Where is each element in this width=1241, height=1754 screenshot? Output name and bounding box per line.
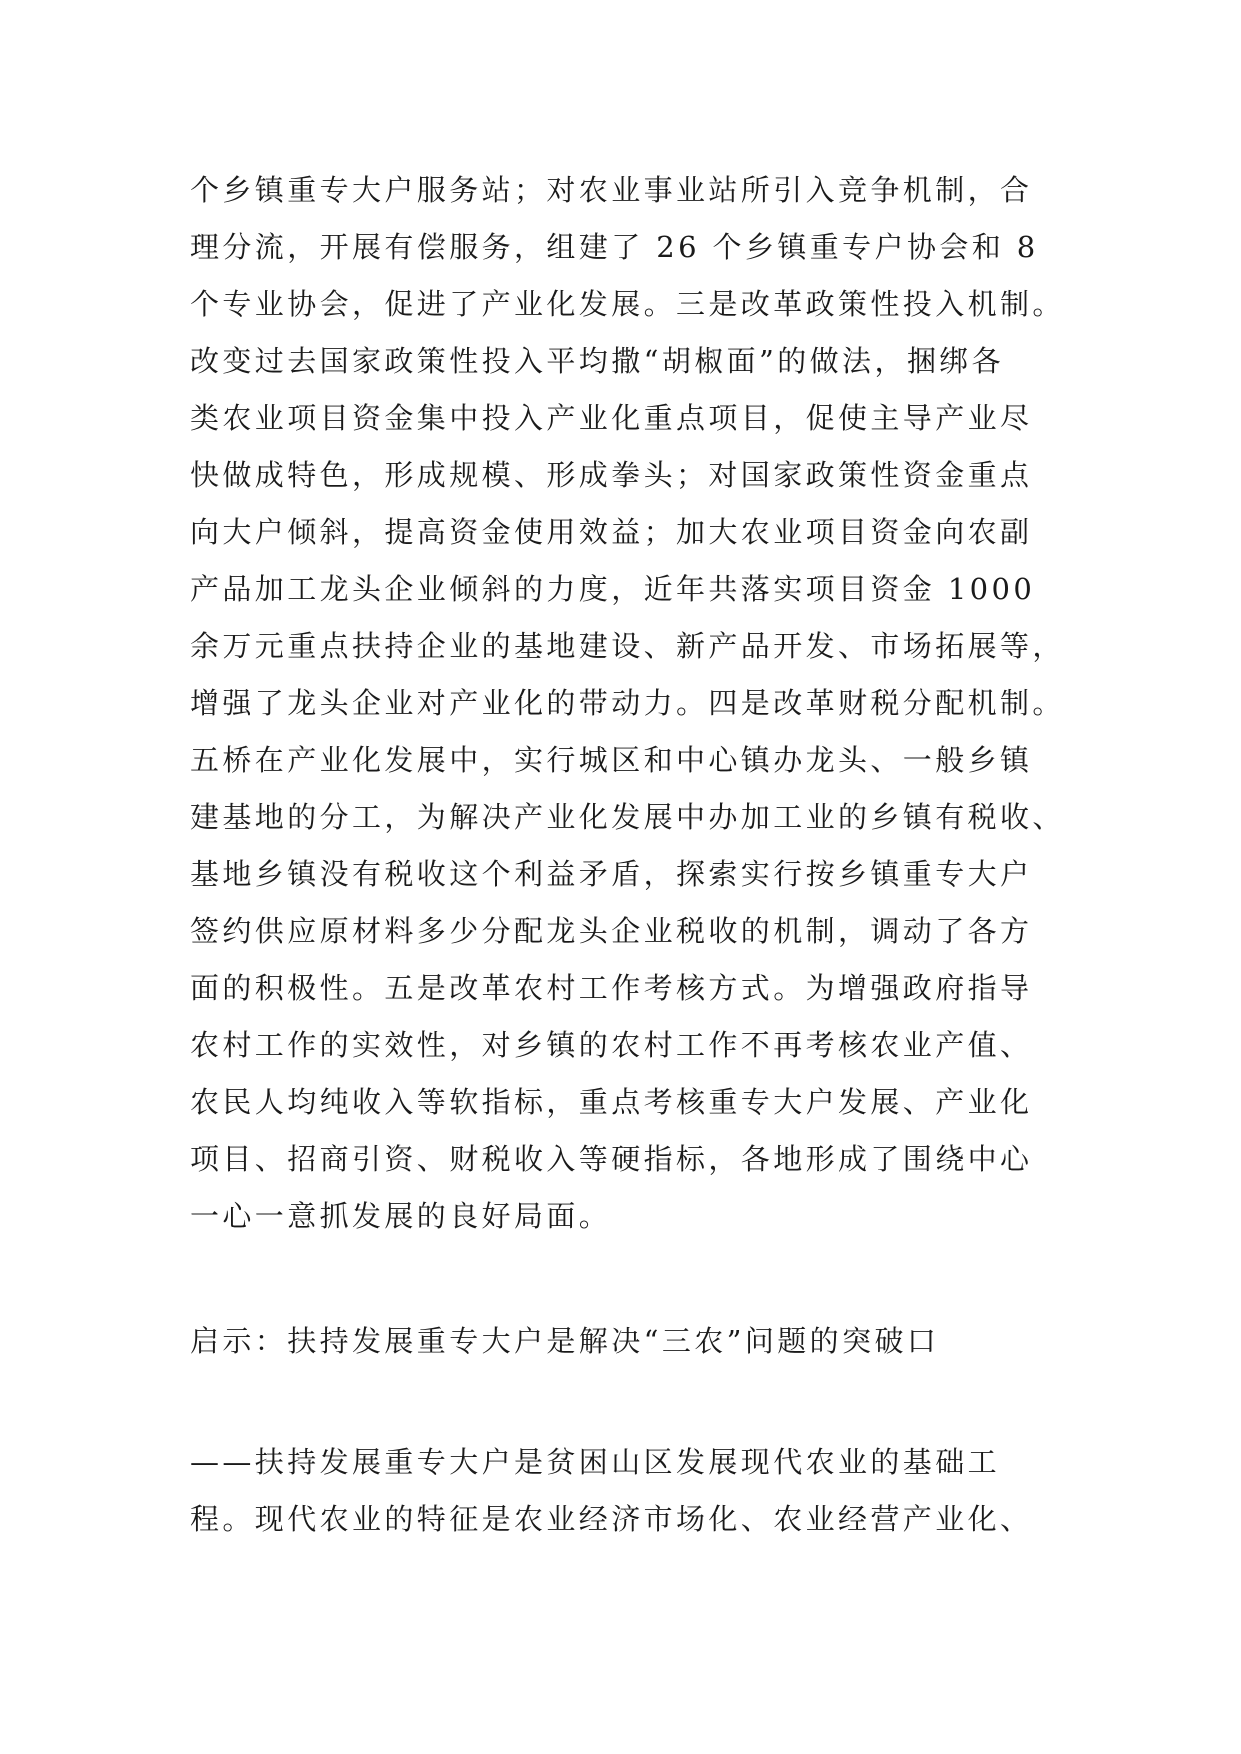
paragraph-line: 快做成特色，形成规模、形成拳头；对国家政策性资金重点 (190, 458, 1033, 492)
paragraph-line: 理分流，开展有偿服务，组建了 26 个乡镇重专户协会和 8 (190, 230, 1039, 264)
paragraph-line: 个乡镇重专大户服务站；对农业事业站所引入竞争机制，合 (190, 173, 1033, 207)
body-paragraph (190, 162, 1070, 1245)
paragraph-line: 农村工作的实效性，对乡镇的农村工作不再考核农业产值、 (190, 1028, 1033, 1062)
paragraph-line: 建基地的分工，为解决产业化发展中办加工业的乡镇有税收、 (190, 800, 1065, 834)
section-heading-block (190, 1313, 1070, 1370)
paragraph-line: 个专业协会，促进了产业化发展。三是改革政策性投入机制。 (190, 287, 1065, 321)
paragraph-line: 改变过去国家政策性投入平均撒“胡椒面”的做法，捆绑各 (190, 344, 1005, 378)
paragraph-line: 产品加工龙头企业倾斜的力度，近年共落实项目资金 1000 (190, 572, 1036, 606)
paragraph-line: ——扶持发展重专大户是贫困山区发展现代农业的基础工 (190, 1445, 1001, 1479)
paragraph-line: 一心一意抓发展的良好局面。 (190, 1199, 612, 1233)
section-heading: 启示：扶持发展重专大户是解决“三农”问题的突破口 (190, 1324, 940, 1358)
paragraph-line: 基地乡镇没有税收这个利益矛盾，探索实行按乡镇重专大户 (190, 857, 1033, 891)
paragraph-line: 项目、招商引资、财税收入等硬指标，各地形成了围绕中心 (190, 1142, 1033, 1176)
paragraph-line: 面的积极性。五是改革农村工作考核方式。为增强政府指导 (190, 971, 1033, 1005)
paragraph-line: 增强了龙头企业对产业化的带动力。四是改革财税分配机制。 (190, 686, 1065, 720)
paragraph-line: 向大户倾斜，提高资金使用效益；加大农业项目资金向农副 (190, 515, 1033, 549)
paragraph-line: 签约供应原材料多少分配龙头企业税收的机制，调动了各方 (190, 914, 1033, 948)
paragraph-line: 程。现代农业的特征是农业经济市场化、农业经营产业化、 (190, 1502, 1033, 1536)
body-paragraph-continued (190, 1434, 1070, 1548)
paragraph-line: 农民人均纯收入等软指标，重点考核重专大户发展、产业化 (190, 1085, 1033, 1119)
paragraph-line: 类农业项目资金集中投入产业化重点项目，促使主导产业尽 (190, 401, 1033, 435)
paragraph-line: 五桥在产业化发展中，实行城区和中心镇办龙头、一般乡镇 (190, 743, 1033, 777)
paragraph-line: 余万元重点扶持企业的基地建设、新产品开发、市场拓展等， (190, 629, 1065, 663)
